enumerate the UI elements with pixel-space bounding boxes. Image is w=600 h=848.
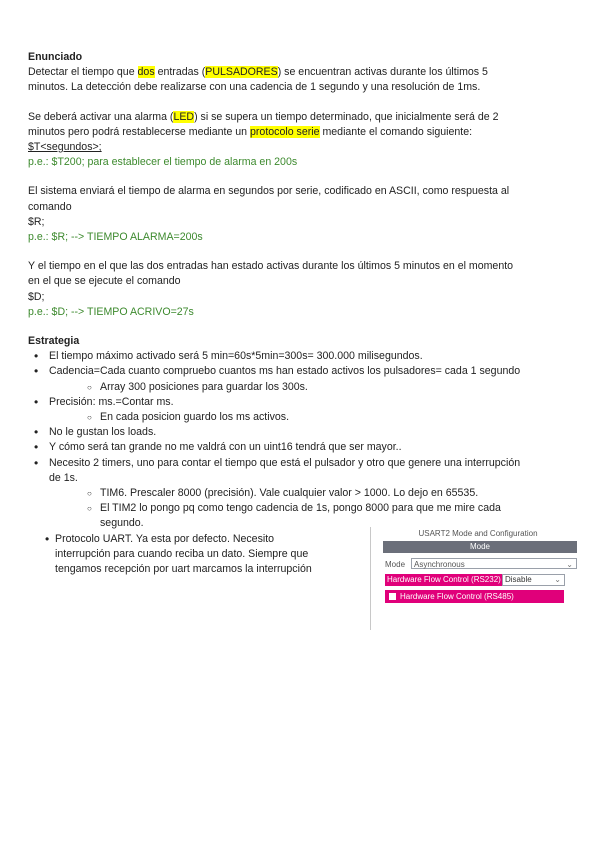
list-item [28, 364, 573, 394]
mode-select-value: Asynchronous [414, 559, 465, 569]
list-item-text: Y cómo será tan grande no me valdrá con un uint16 tendrá que ser mayor.. [49, 441, 402, 454]
cmd-t: $T<segundos>; [28, 141, 102, 154]
p3-line1: El sistema enviará el tiempo de alarma en segundos por serie, codificado en ASCII, como respuesta al [28, 185, 510, 198]
rs485-label: Hardware Flow Control (RS485) [400, 591, 514, 601]
list-item-text: tengamos recepción por uart marcamos la interrupción [55, 563, 312, 576]
p1-line2: minutos. La detección debe realizarse con una cadencia de 1 segundo y una resolución de 1ms. [28, 81, 481, 94]
uart-section [28, 528, 573, 642]
list-item [28, 425, 573, 440]
enunciado-heading: Enunciado [28, 51, 83, 63]
list-item [28, 395, 573, 425]
p1-line1 [28, 65, 573, 80]
rs232-label: Hardware Flow Control (RS232) [387, 574, 501, 584]
p4-line2: en el que se ejecute el comando [28, 275, 181, 288]
highlight-pulsadores: PULSADORES [205, 66, 278, 79]
checkbox-icon[interactable] [389, 593, 396, 600]
cmd-d: $D; [28, 290, 45, 303]
list-item-text: No le gustan los loads. [49, 426, 157, 439]
text-run: minutos pero podrá restablecerse mediante un [28, 125, 251, 138]
sub-list-item: ○ Array 300 posiciones para guardar los 300s. [49, 380, 573, 395]
sub-list-item: ○ En cada posicion guardo los ms activos. [49, 410, 573, 425]
list-item-text: Precisión: ms.=Contar ms. [49, 395, 174, 408]
list-item [28, 440, 573, 455]
strategy-list [28, 349, 573, 531]
list-item-text: El tiempo máximo activado será 5 min=60s*5min=300s= 300.000 milisegundos. [49, 350, 423, 363]
p3-line2: comando [28, 200, 72, 213]
list-item-text: Protocolo UART. Ya esta por defecto. Necesito [55, 532, 275, 545]
mode-label: Mode [385, 559, 406, 569]
panel-mode-header: Mode [383, 541, 577, 553]
p4-line1: Y el tiempo en el que las dos entradas han estado activas durante los últimos 5 minutos en el momento [28, 260, 514, 273]
cmd-r: $R; [28, 215, 45, 228]
sub-list-item: ○ TIM6. Prescaler 8000 (precisión). Vale cualquier valor > 1000. Lo dejo en 65535. [49, 486, 573, 501]
example-r: p.e.: $R; --> TIEMPO ALARMA=200s [28, 231, 203, 244]
text-run: ) se encuentran activas durante los últimos 5 [277, 66, 488, 79]
highlight-protocolo: protocolo serie [250, 125, 320, 138]
list-item [28, 349, 573, 364]
p2-line1 [28, 110, 573, 125]
rs485-checkbox-row[interactable] [385, 590, 564, 603]
list-item [28, 456, 573, 532]
sub-list-item-text: segundo. [100, 517, 144, 530]
highlight-led: LED [173, 110, 195, 123]
document-page [28, 50, 573, 642]
panel-title: USART2 Mode and Configuration [418, 528, 538, 538]
sub-list-item-text: El TIM2 lo pongo pq como tengo cadencia de 1s, pongo 8000 para que me mire cada [100, 502, 501, 515]
mode-select[interactable] [411, 558, 577, 569]
text-run: mediante el comando siguiente: [319, 125, 473, 138]
rs232-select[interactable] [502, 574, 565, 586]
highlight-dos: dos [137, 66, 155, 79]
list-item-text: de 1s. [49, 471, 78, 484]
usart2-config-panel [370, 527, 585, 630]
text-run: Detectar el tiempo que [28, 66, 138, 79]
p2-line2 [28, 125, 573, 140]
text-run: entradas ( [154, 66, 206, 79]
estrategia-heading: Estrategia [28, 335, 80, 348]
text-run: ) si se supera un tiempo determinado, que inicialmente será de 2 [194, 110, 499, 123]
list-item-text: interrupción para cuando reciba un dato. Siempre que [55, 547, 309, 560]
list-item-text: Cadencia=Cada cuanto compruebo cuantos ms han estado activos los pulsadores= cada 1 segundo [49, 365, 521, 378]
example-d: p.e.: $D; --> TIEMPO ACRIVO=27s [28, 305, 194, 318]
list-item-text: Necesito 2 timers, uno para contar el tiempo que está el pulsador y otro que genere una interrupción [49, 456, 521, 469]
chevron-down-icon: ⌄ [554, 574, 561, 584]
text-run: Se deberá activar una alarma ( [28, 110, 174, 123]
chevron-down-icon: ⌄ [566, 559, 573, 569]
example-t: p.e.: $T200; para establecer el tiempo de alarma en 200s [28, 156, 298, 169]
rs232-select-value: Disable [505, 574, 532, 584]
list-item-uart [28, 532, 395, 578]
